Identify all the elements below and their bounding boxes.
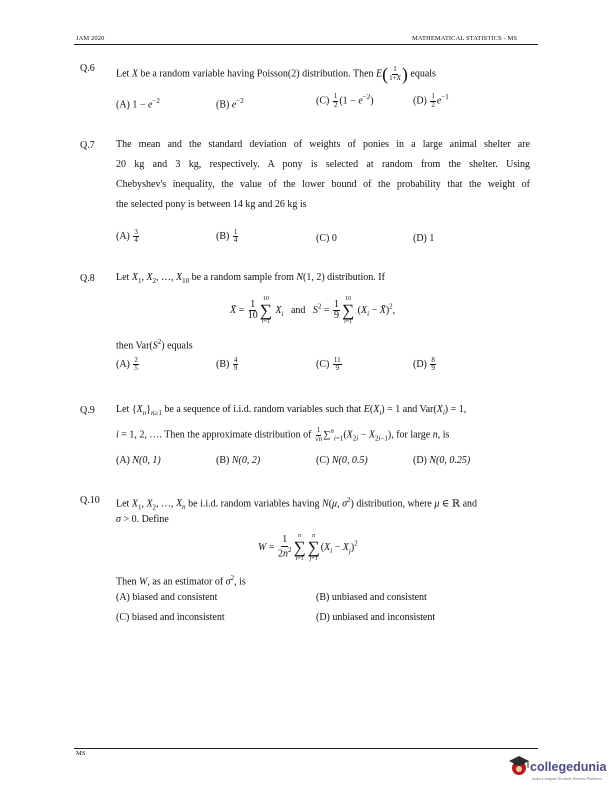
q8-stem: Let $X_1$, $X_2$, …, $X_{10}$ be a random sample from N(1, 2) distribution. If — [116, 272, 385, 285]
collegedunia-logo — [508, 752, 607, 788]
q6-option-c: (C) $\frac{1}{2}$ $(1 - e^{-2})$ — [316, 92, 374, 109]
q9-option-a: (A) N(0, 1) — [116, 455, 161, 466]
q7-option-c: (C) 0 — [316, 233, 337, 244]
q10-line1: Let $X_1$, $X_2$, …, $X_n$ be i.i.d. random variables having N(μ, $\sigma^2$) distribution, where μ ∈ ℝ and — [116, 496, 478, 512]
q9-option-d: (D) N(0, 0.25) — [413, 455, 471, 466]
q6-number: Q.6 — [80, 63, 95, 74]
q8-option-a: (A) $\frac{2}{5}$ — [116, 356, 138, 373]
q8-option-b: (B) $\frac{4}{9}$ — [216, 356, 238, 373]
q6-option-b: (B) $e^{-2}$ — [216, 97, 244, 111]
footer-left: MS — [76, 750, 86, 757]
q10-option-a: (A) biased and consistent — [116, 592, 218, 603]
logo-tagline: India's largest Student Review Platform — [532, 776, 602, 781]
q10-option-c: (C) biased and inconsistent — [116, 612, 225, 623]
q10-after: Then W, as an estimator of $\sigma^2$, is — [116, 574, 246, 588]
q7-option-d: (D) 1 — [413, 233, 435, 244]
q9-line1: Let $\{X_n\}_{n\ge 1}$ be a sequence of i.i.d. random variables such that $E(X_i) = 1$ and $Var(X_i) = 1$, — [116, 404, 467, 417]
q10-option-d: (D) unbiased and inconsistent — [316, 612, 436, 623]
q9-option-c: (C) N(0, 0.5) — [316, 455, 368, 466]
q6-stem: Let X be a random variable having Poisson(2) distribution. Then E( $\frac{1}{1+X}$ ) equals — [116, 64, 436, 84]
logo-text: collegedunia — [530, 760, 607, 774]
q6-option-a: (A) $1 - e^{-2}$ — [116, 97, 160, 111]
q6-tail: equals — [410, 68, 436, 80]
graduate-icon — [508, 754, 530, 780]
q10-number: Q.10 — [80, 495, 100, 506]
q10-option-b: (B) unbiased and consistent — [316, 592, 427, 603]
header-left: JAM 2020 — [76, 35, 105, 42]
q7-option-b: (B) $\frac{1}{4}$ — [216, 228, 238, 245]
q7-stem: The mean and the standard deviation of weights of ponies in a large animal shelter are 20 kg and 3 kg, respectively. A pony is selected at random from the shelter. Using Chebyshev's inequality, the value of the lower bound of the probability that the weight of the selected pony is between 14 kg and 26 kg is — [116, 139, 530, 210]
q9-line2: i = 1, 2, …. Then the approximate distribution of $\frac{1}{√n}$ $\sum^n_{i=1}(X_{2i} - X_{2i-1})$, for large n, is — [116, 426, 450, 443]
q8-option-d: (D) $\frac{8}{9}$ — [413, 356, 435, 373]
q9-number: Q.9 — [80, 405, 95, 416]
q6-option-d: (D) $\frac{1}{2}$ $e^{-1}$ — [413, 92, 449, 109]
q8-number: Q.8 — [80, 273, 95, 284]
header-rule — [74, 44, 538, 45]
q8-after: then $Var(S^2)$ equals — [116, 338, 193, 352]
footer-rule — [74, 748, 538, 749]
q10-line2: σ > 0. Define — [116, 514, 169, 525]
q8-option-c: (C) $\frac{11}{9}$ — [316, 356, 341, 373]
header-right: MATHEMATICAL STATISTICS - MS — [412, 35, 518, 42]
q7-option-a: (A) $\frac{3}{4}$ — [116, 228, 138, 245]
q10-equation: W = $\frac{1}{2n^2}$ n ∑ i=1 n ∑ j=1 $(X_i - X_j)^2$ — [258, 533, 358, 562]
q8-equation: X̄ = $\frac{1}{10}$ 10 ∑ i=1 $X_i$ and $S^2$ = $\frac{1}{9}$ 10 ∑ i=1 ($X_i$ − X̄)$^2$, — [230, 296, 396, 325]
q9-option-b: (B) N(0, 2) — [216, 455, 261, 466]
q7-number: Q.7 — [80, 140, 95, 151]
